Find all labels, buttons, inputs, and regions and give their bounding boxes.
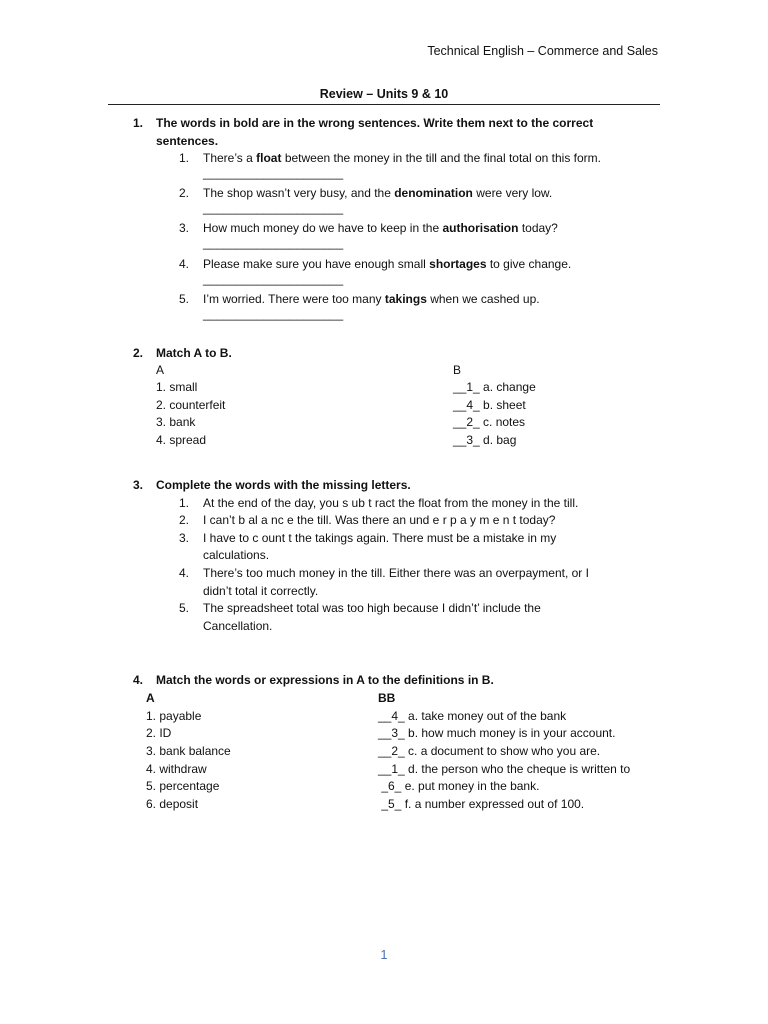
question-2-instruction: Match A to B. — [156, 346, 232, 360]
q4-column-b-item: __4_ a. take money out of the bank — [378, 709, 567, 723]
question-1-number: 1. — [133, 116, 144, 130]
q1-answer-blank[interactable]: _____________________ — [203, 307, 344, 321]
q2-column-a-item: 1. small — [156, 380, 198, 394]
q1-answer-blank[interactable]: _____________________ — [203, 166, 344, 180]
question-1-instruction: The words in bold are in the wrong sentences. Write them next to the correct — [156, 116, 594, 130]
question-3-number: 3. — [133, 478, 144, 492]
q4-column-b-item: _5_ f. a number expressed out of 100. — [378, 797, 585, 811]
review-title: Review – Units 9 & 10 — [319, 87, 449, 101]
q1-item-sentence: There’s a float between the money in the till and the final total on this form. — [203, 151, 602, 165]
q3-item-number: 5. — [179, 601, 190, 615]
q2-column-a-item: 2. counterfeit — [156, 398, 226, 412]
q4-column-b-item: __3_ b. how much money is in your account. — [378, 726, 616, 740]
q4-column-a-item: 4. withdraw — [146, 762, 207, 776]
header-rule — [108, 104, 660, 105]
q2-column-a-item: 4. spread — [156, 433, 207, 447]
question-2-number: 2. — [133, 346, 144, 360]
q2-column-a-header: A — [156, 363, 165, 377]
q4-column-b-item: _6_ e. put money in the bank. — [378, 779, 540, 793]
q3-item-number: 4. — [179, 566, 190, 580]
q4-column-b-header: BB — [378, 691, 396, 705]
q3-item-number: 1. — [179, 496, 190, 510]
q1-item-number: 1. — [179, 151, 190, 165]
q2-column-b-header: B — [453, 363, 462, 377]
q4-column-b-item: __1_ d. the person who the cheque is written to — [378, 762, 631, 776]
q2-column-a-item: 3. bank — [156, 415, 196, 429]
question-1-instruction-cont: sentences. — [156, 134, 219, 148]
q1-answer-blank[interactable]: _____________________ — [203, 236, 344, 250]
q1-item-sentence: I’m worried. There were too many takings when we cashed up. — [203, 292, 540, 306]
q3-item-text: At the end of the day, you s ub t ract the float from the money in the till. — [203, 496, 579, 510]
q4-column-a-item: 5. percentage — [146, 779, 220, 793]
q2-column-b-item: __1_ a. change — [453, 380, 536, 394]
header-title: Technical English – Commerce and Sales — [427, 44, 658, 58]
q4-column-a-item: 1. payable — [146, 709, 202, 723]
q1-item-sentence: Please make sure you have enough small shortages to give change. — [203, 257, 572, 271]
q4-column-a-header: A — [146, 691, 155, 705]
q3-item-text: There’s too much money in the till. Either there was an overpayment, or I — [203, 566, 589, 580]
q3-item-text-cont: Cancellation. — [203, 619, 273, 633]
q3-item-number: 3. — [179, 531, 190, 545]
q1-item-number: 2. — [179, 186, 190, 200]
q4-column-b-item: __2_ c. a document to show who you are. — [378, 744, 601, 758]
q2-column-b-item: __4_ b. sheet — [453, 398, 526, 412]
page-number: 1 — [380, 948, 388, 962]
q1-item-number: 5. — [179, 292, 190, 306]
q4-column-a-item: 3. bank balance — [146, 744, 231, 758]
q3-item-text: I have to c ount t the takings again. There must be a mistake in my — [203, 531, 557, 545]
q3-item-text: I can’t b al a nc e the till. Was there an und e r p a y m e n t today? — [203, 513, 556, 527]
q1-answer-blank[interactable]: _____________________ — [203, 201, 344, 215]
question-4-number: 4. — [133, 673, 144, 687]
question-3-instruction: Complete the words with the missing letters. — [156, 478, 411, 492]
q3-item-number: 2. — [179, 513, 190, 527]
q1-item-sentence: How much money do we have to keep in the authorisation today? — [203, 221, 558, 235]
q2-column-b-item: __3_ d. bag — [453, 433, 517, 447]
q4-column-a-item: 6. deposit — [146, 797, 199, 811]
q1-item-number: 4. — [179, 257, 190, 271]
q3-item-text-cont: didn’t total it correctly. — [203, 584, 319, 598]
q1-answer-blank[interactable]: _____________________ — [203, 272, 344, 286]
question-4-instruction: Match the words or expressions in A to the definitions in B. — [156, 673, 494, 687]
q2-column-b-item: __2_ c. notes — [453, 415, 526, 429]
q3-item-text-cont: calculations. — [203, 548, 270, 562]
q4-column-a-item: 2. ID — [146, 726, 172, 740]
q3-item-text: The spreadsheet total was too high because I didn’t’ include the — [203, 601, 541, 615]
q1-item-sentence: The shop wasn’t very busy, and the denomination were very low. — [203, 186, 553, 200]
q1-item-number: 3. — [179, 221, 190, 235]
